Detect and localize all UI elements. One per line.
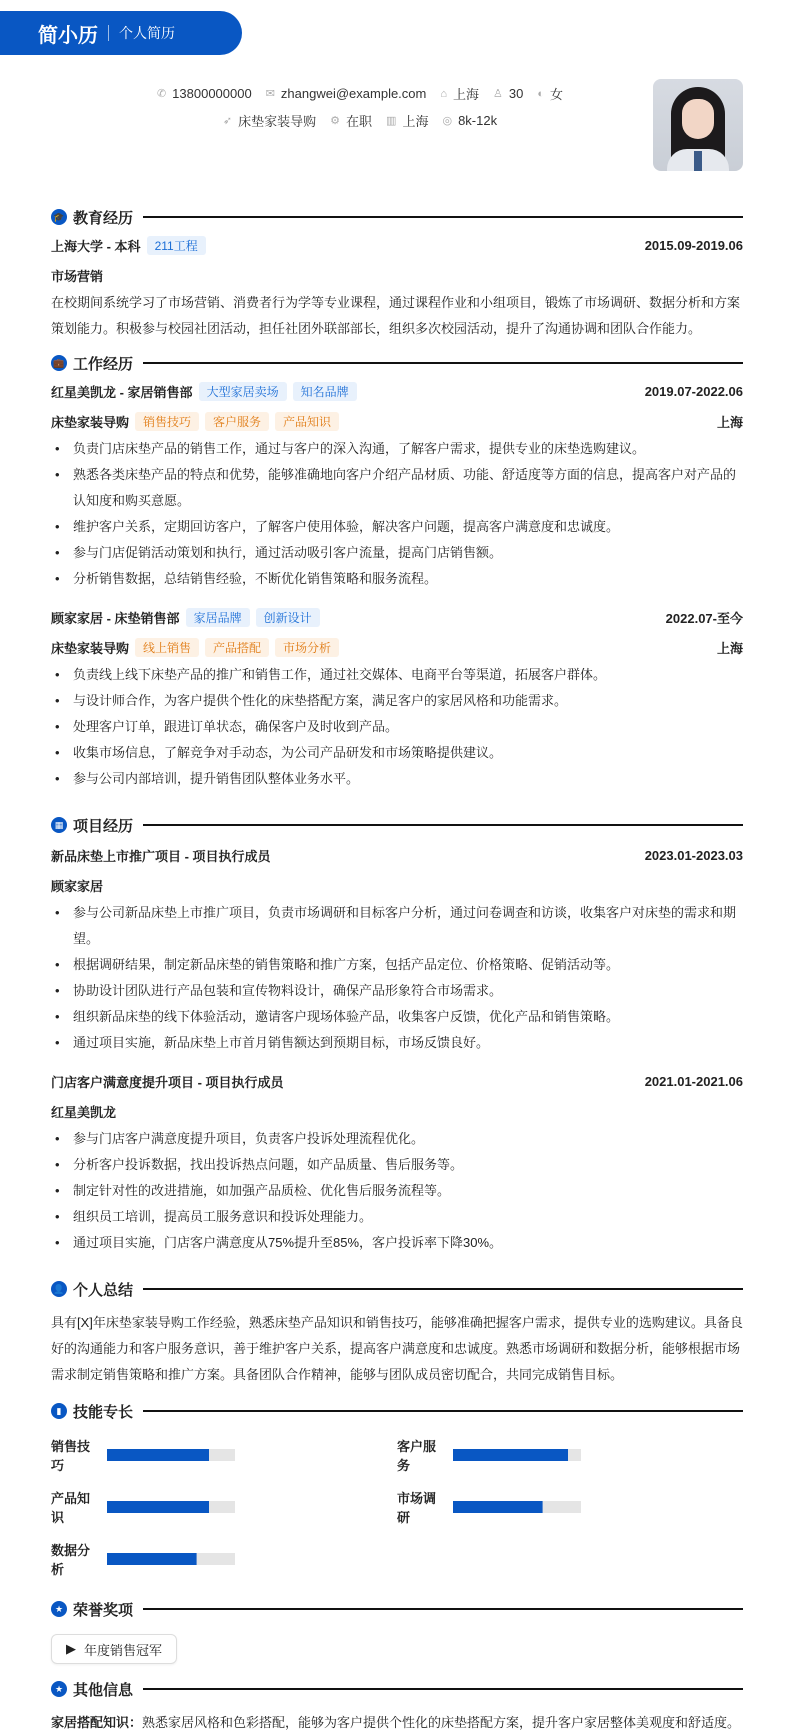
- section-summary: [51, 1278, 743, 1300]
- skill-item: [397, 1436, 743, 1474]
- contact-text: 在职: [346, 114, 373, 129]
- honor-item[interactable]: [51, 1634, 177, 1664]
- school-tag: 211工程: [147, 236, 206, 255]
- gender-icon: ◐: [537, 87, 545, 100]
- other-text: 熟悉家居风格和色彩搭配，能够为客户提供个性化的床垫搭配方案，提升客户家居整体美观度和舒适度。: [142, 1715, 741, 1730]
- project-name: 门店客户满意度提升项目 - 项目执行成员: [51, 1074, 284, 1090]
- job-bullet: • 维护客户关系，定期回访客户，了解客户使用体验，解决客户问题，提高客户满意度和忠诚度。: [51, 514, 743, 540]
- project-bullet: • 组织新品床垫的线下体验活动，邀请客户现场体验产品，收集客户反馈，优化产品和销售策略。: [51, 1004, 743, 1030]
- contact-item: [330, 111, 372, 130]
- project-bullet: • 参与公司新品床垫上市推广项目，负责市场调研和目标客户分析，通过问卷调查和访谈，收集客户对床垫的需求和期望。: [51, 900, 743, 952]
- section-title: 技能专长: [73, 1403, 134, 1421]
- skill-name: 客户服务: [397, 1439, 437, 1473]
- contact-text: 上海: [453, 87, 480, 102]
- section-title: 项目经历: [73, 817, 134, 835]
- company-name: 顾家家居 - 床垫销售部: [51, 610, 180, 626]
- job-bullet: • 收集市场信息，了解竞争对手动态，为公司产品研发和市场策略提供建议。: [51, 740, 743, 766]
- job-bullet: • 参与门店促销活动策划和执行，通过活动吸引客户流量，提高门店销售额。: [51, 540, 743, 566]
- job-position: 床垫家装导购: [51, 640, 130, 656]
- company-tag: 大型家居卖场: [199, 382, 287, 401]
- header-subtitle: 个人简历: [119, 25, 175, 41]
- company-tag: 家居品牌: [186, 608, 250, 627]
- skill-bar: [107, 1449, 235, 1461]
- contact-info: [90, 80, 630, 134]
- job-bullet: • 处理客户订单，跟进订单状态，确保客户及时收到产品。: [51, 714, 743, 740]
- project-org: 顾家家居: [51, 878, 104, 894]
- project-bullet: • 通过项目实施，新品床垫上市首月销售额达到预期目标，市场反馈良好。: [51, 1030, 743, 1056]
- skill-bar: [453, 1501, 581, 1513]
- company-name: 红星美凯龙 - 家居销售部: [51, 384, 193, 400]
- skill-tag: 销售技巧: [135, 412, 199, 431]
- project-name: 新品床垫上市推广项目 - 项目执行成员: [51, 848, 271, 864]
- skill-bar: [107, 1553, 235, 1565]
- section-skills: [51, 1400, 743, 1422]
- job-position: 床垫家装导购: [51, 414, 130, 430]
- job-bullet: • 熟悉各类床垫产品的特点和优势，能够准确地向客户介绍产品材质、功能、舒适度等方面的信息，提高客户对产品的认知度和购买意愿。: [51, 462, 743, 514]
- project-bullet: • 协助设计团队进行产品包装和宣传物料设计，确保产品形象符合市场需求。: [51, 978, 743, 1004]
- skill-bar: [107, 1501, 235, 1513]
- contact-item: [157, 86, 252, 101]
- skill-tag: 产品知识: [275, 412, 339, 431]
- skill-bar-fill: [107, 1449, 209, 1461]
- header-bar: [0, 11, 242, 55]
- skill-tag: 市场分析: [275, 638, 339, 657]
- send-icon: ➶: [222, 115, 233, 127]
- project-date: 2021.01-2021.06: [644, 1073, 743, 1089]
- edu-desc: 在校期间系统学习了市场营销、消费者行为学等专业课程，通过课程作业和小组项目，锻炼了市场调研、数据分析和方案策划能力。积极参与校园社团活动，担任社团外联部部长，组织多次校园活动，提升了沟通协调和团队合作能力。: [51, 295, 741, 336]
- phone-icon: ✆: [156, 88, 167, 100]
- section-honors: [51, 1598, 743, 1620]
- skill-tag: 产品搭配: [205, 638, 269, 657]
- contact-item: [537, 84, 563, 103]
- skill-item: [397, 1488, 743, 1526]
- contact-text: 女: [550, 87, 564, 102]
- money-icon: ◎: [442, 115, 453, 127]
- skill-name: 数据分析: [51, 1543, 91, 1577]
- user-icon: 👤: [51, 1281, 67, 1297]
- briefcase-icon: 💼: [51, 355, 67, 371]
- section-title: 教育经历: [73, 209, 134, 227]
- job-entry: [51, 378, 743, 592]
- profile-photo: [653, 79, 743, 171]
- skill-bar-fill: [107, 1553, 197, 1565]
- contact-item: [442, 113, 497, 128]
- skill-name: 销售技巧: [51, 1439, 91, 1473]
- play-icon: ▶: [66, 1641, 76, 1656]
- company-tag: 创新设计: [256, 608, 320, 627]
- age-icon: ♙: [493, 88, 503, 100]
- divider: [143, 1608, 743, 1610]
- skill-bar-fill: [107, 1501, 209, 1513]
- section-title: 其他信息: [73, 1681, 134, 1699]
- contact-item: [493, 86, 523, 101]
- project-date: 2023.01-2023.03: [644, 847, 743, 863]
- project-org: 红星美凯龙: [51, 1104, 117, 1120]
- section-projects: [51, 814, 743, 836]
- project-bullet: • 根据调研结果，制定新品床垫的销售策略和推广方案，包括产品定位、价格策略、促销活动等。: [51, 952, 743, 978]
- job-entry: [51, 604, 743, 792]
- job-date: 2019.07-2022.06: [644, 383, 743, 399]
- job-bullet: • 分析销售数据，总结销售经验，不断优化销售策略和服务流程。: [51, 566, 743, 592]
- section-title: 个人总结: [73, 1281, 134, 1299]
- other-label: 家居搭配知识：: [51, 1715, 143, 1730]
- skill-item: [51, 1488, 397, 1526]
- contact-text: 30: [508, 86, 524, 101]
- job-bullet: • 负责线上线下床垫产品的推广和销售工作，通过社交媒体、电商平台等渠道，拓展客户群体。: [51, 662, 743, 688]
- status-icon: ⚙: [330, 115, 341, 127]
- skill-item: [51, 1540, 397, 1578]
- job-city: 上海: [716, 414, 743, 430]
- education-icon: 🎓: [51, 209, 67, 225]
- contact-text: 床垫家装导购: [238, 114, 317, 129]
- section-title: 工作经历: [73, 355, 134, 373]
- edu-date: 2015.09-2019.06: [644, 237, 743, 253]
- contact-item: [440, 84, 479, 103]
- home-icon: ⌂: [440, 87, 448, 100]
- resume-body: [51, 196, 743, 1736]
- contact-item: [386, 111, 428, 130]
- award-icon: ★: [51, 1601, 67, 1617]
- skill-tag: 客户服务: [205, 412, 269, 431]
- divider: [108, 25, 109, 41]
- section-other: [51, 1678, 743, 1700]
- grid-icon: ▦: [51, 817, 67, 833]
- skill-bar-fill: [453, 1449, 568, 1461]
- info-icon: ★: [51, 1681, 67, 1697]
- divider: [143, 824, 743, 826]
- school-name: 上海大学 - 本科: [51, 238, 141, 254]
- project-bullet: • 分析客户投诉数据，找出投诉热点问题，如产品质量、售后服务等。: [51, 1152, 743, 1178]
- major: 市场营销: [51, 268, 104, 284]
- skill-item: [51, 1436, 397, 1474]
- skill-bar-fill: [453, 1501, 543, 1513]
- job-bullet: • 参与公司内部培训，提升销售团队整体业务水平。: [51, 766, 743, 792]
- job-bullet: • 与设计师合作，为客户提供个性化的床垫搭配方案，满足客户的家居风格和功能需求。: [51, 688, 743, 714]
- contact-text: zhangwei@example.com: [280, 86, 427, 101]
- contact-text: 上海: [402, 114, 429, 129]
- contact-text: 8k-12k: [458, 113, 498, 128]
- brand-logo: 简小历: [38, 24, 98, 47]
- job-city: 上海: [716, 640, 743, 656]
- mail-icon: ✉: [265, 88, 275, 100]
- section-title: 荣誉奖项: [73, 1601, 134, 1619]
- job-date: 2022.07-至今: [665, 610, 743, 626]
- skill-name: 产品知识: [51, 1491, 91, 1525]
- section-work: [51, 352, 743, 374]
- skill-name: 市场调研: [397, 1491, 437, 1525]
- summary-text: 具有[X]年床垫家装导购工作经验，熟悉床垫产品知识和销售技巧，能够准确把握客户需求，提供专业的选购建议。具备良好的沟通能力和客户服务意识，善于维护客户关系，提高客户满意度和忠诚度。熟悉市场调研和数据分析，能够根据市场需求制定销售策略和推广方案。具备团队合作精神，能够与团队成员密切配合，共同完成销售目标。: [51, 1315, 743, 1382]
- contact-text: 13800000000: [172, 86, 252, 101]
- project-bullet: • 制定针对性的改进措施，如加强产品质检、优化售后服务流程等。: [51, 1178, 743, 1204]
- chart-icon: ▮: [51, 1403, 67, 1419]
- project-bullet: • 参与门店客户满意度提升项目，负责客户投诉处理流程优化。: [51, 1126, 743, 1152]
- skill-bar: [453, 1449, 581, 1461]
- job-bullet: • 负责门店床垫产品的销售工作，通过与客户的深入沟通，了解客户需求，提供专业的床垫选购建议。: [51, 436, 743, 462]
- divider: [143, 1288, 743, 1290]
- project-bullet: • 通过项目实施，门店客户满意度从75%提升至85%，客户投诉率下降30%。: [51, 1230, 743, 1256]
- divider: [143, 216, 743, 218]
- contact-item: [223, 111, 316, 130]
- divider: [143, 1410, 743, 1412]
- divider: [143, 362, 743, 364]
- section-education: [51, 206, 743, 228]
- company-tag: 知名品牌: [293, 382, 357, 401]
- project-entry: [51, 1068, 743, 1256]
- skill-tag: 线上销售: [135, 638, 199, 657]
- contact-item: [266, 86, 427, 101]
- honor-label: 年度销售冠军: [84, 1642, 163, 1658]
- divider: [143, 1688, 743, 1690]
- building-icon: ▥: [386, 115, 397, 127]
- project-bullet: • 组织员工培训，提高员工服务意识和投诉处理能力。: [51, 1204, 743, 1230]
- project-entry: [51, 842, 743, 1056]
